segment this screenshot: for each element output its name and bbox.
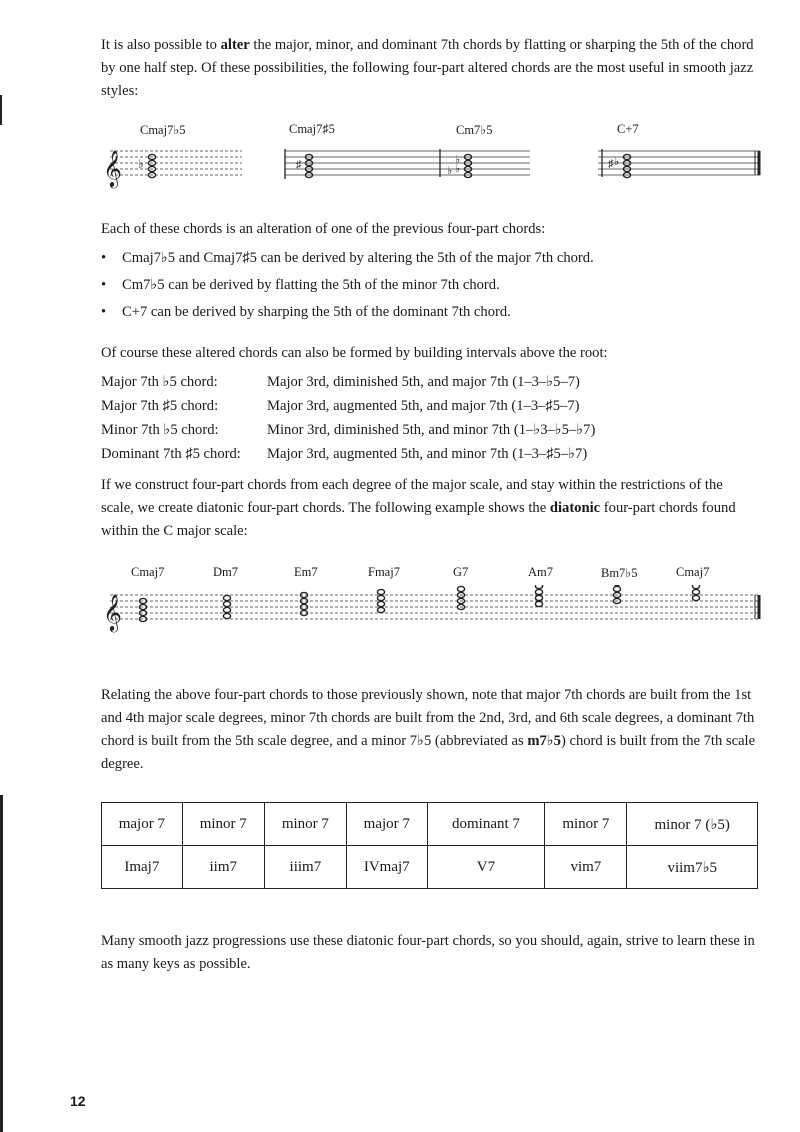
margin-mark: [0, 95, 2, 125]
interval-chord: Dominant 7th ♯5 chord:: [101, 446, 241, 462]
page-number: 12: [70, 1093, 86, 1109]
chord-notes: [464, 154, 471, 177]
list-item: • C+7 can be derived by sharping the 5th of the dominant 7th chord.: [101, 299, 741, 326]
altered-chord-label: C+7: [617, 122, 639, 136]
relating-bold: m7♭5: [527, 733, 561, 749]
chord-notes: [305, 154, 312, 177]
table-cell: iiim7: [264, 846, 346, 889]
derivation-list: [101, 245, 741, 326]
margin-mark: [0, 795, 3, 1132]
diatonic-text: If we construct four-part chords from each degree of the major scale, and stay within the restrictions of the scale, we create diatonic four-part chords. The following example shows the: [101, 477, 723, 516]
intro-bold: alter: [220, 37, 250, 53]
list-item: • Cmaj7♭5 and Cmaj7♯5 can be derived by altering the 5th of the major 7th chord.: [101, 245, 741, 272]
flat-icon: ♭: [447, 165, 453, 177]
relating-text: Relating the above four-part chords to those previously shown, note that major 7th chords are built from the 1st and 4th major scale degrees, minor 7th chords are built from the 2nd, 3rd, and 6th scale degrees, a dominant 7th chord is built from the 5th scale degree, and a minor 7♭5 (abbreviated as: [101, 687, 755, 749]
interval-definitions: [101, 370, 751, 466]
diatonic-chords-staff: [0, 585, 800, 635]
table-cell: minor 7 (♭5): [627, 803, 758, 846]
altered-chords-staff: [0, 143, 800, 193]
diatonic-text-rest: four-part chords found within the C major scale:: [101, 500, 736, 539]
interval-formula: Major 3rd, diminished 5th, and major 7th (1–3–♭5–7): [267, 374, 580, 390]
interval-formula: Minor 3rd, diminished 5th, and minor 7th (1–♭3–♭5–♭7): [267, 422, 596, 438]
sharp-icon: ♯: [608, 158, 614, 170]
sharp-icon: ♯: [296, 159, 302, 171]
flat-icon: ♭: [455, 163, 461, 175]
interval-chord: Major 7th ♯5 chord:: [101, 398, 219, 414]
diatonic-chord-label: Cmaj7: [676, 565, 710, 579]
table-cell: vim7: [545, 846, 627, 889]
table-cell: dominant 7: [427, 803, 545, 846]
table-cell: Imaj7: [102, 846, 183, 889]
table-row: [102, 846, 758, 889]
diatonic-notes: [139, 585, 699, 622]
table-cell: minor 7: [182, 803, 264, 846]
list-item: • Cm7♭5 can be derived by flatting the 5th of the minor 7th chord.: [101, 272, 741, 299]
altered-chord-label: Cmaj7♯5: [289, 122, 335, 136]
table-cell: iim7: [182, 846, 264, 889]
intro-paragraph: [101, 34, 756, 103]
diatonic-chord-label: Em7: [294, 565, 318, 579]
table-cell: minor 7: [264, 803, 346, 846]
intro-text: It is also possible to: [101, 37, 221, 53]
intervals-intro: Of course these altered chords can also be formed by building intervals above the root:: [101, 345, 608, 361]
relating-paragraph: [101, 684, 756, 776]
intro-text-rest: the major, minor, and dominant 7th chords by flatting or sharping the 5th of the chord by one half step. Of these possibilities, the following four-part altered chords are the most useful in smooth jazz styles:: [101, 37, 754, 99]
interval-chord: Minor 7th ♭5 chord:: [101, 422, 219, 438]
table-cell: V7: [427, 846, 545, 889]
staff-lines: [110, 151, 760, 175]
treble-clef-icon: 𝄞: [103, 593, 122, 631]
table-cell: major 7: [346, 803, 427, 846]
interval-row: [101, 394, 751, 418]
table-cell: major 7: [102, 803, 183, 846]
diatonic-chord-label: G7: [453, 565, 469, 579]
table-row: [102, 803, 758, 846]
interval-formula: Major 3rd, augmented 5th, and major 7th (1–3–♯5–7): [267, 398, 580, 414]
chord-notes: [148, 154, 155, 177]
flat-icon: ♭: [614, 156, 620, 168]
interval-row: [101, 442, 751, 466]
diatonic-chord-label: Fmaj7: [368, 565, 400, 579]
diatonic-bold: diatonic: [549, 500, 601, 516]
interval-row: [101, 370, 751, 394]
derivation-intro: Each of these chords is an alteration of one of the previous four-part chords:: [101, 221, 546, 237]
diatonic-chord-label: Bm7♭5: [601, 566, 638, 580]
diatonic-intro: [101, 474, 756, 543]
interval-chord: Major 7th ♭5 chord:: [101, 374, 218, 390]
flat-icon: ♭: [138, 157, 144, 171]
diatonic-chord-label: Am7: [528, 565, 553, 579]
treble-clef-icon: 𝄞: [103, 149, 122, 187]
staff-lines: [110, 595, 760, 619]
interval-row: [101, 418, 751, 442]
altered-chord-label: Cm7♭5: [456, 123, 493, 137]
table-cell: viim7♭5: [627, 846, 758, 889]
diatonic-table: [101, 802, 758, 889]
flat-icon: ♭: [455, 154, 461, 166]
relating-text-rest: ) chord is built from the 7th scale degree.: [101, 733, 756, 772]
interval-formula: Major 3rd, augmented 5th, and minor 7th (1–3–♯5–♭7): [267, 446, 588, 462]
table-cell: minor 7: [545, 803, 627, 846]
closing-paragraph: Many smooth jazz progressions use these diatonic four-part chords, so you should, again, strive to learn these in as many keys as possible.: [101, 933, 755, 972]
diatonic-chord-label: Dm7: [213, 565, 238, 579]
altered-chord-label: Cmaj7♭5: [140, 123, 186, 137]
table-cell: IVmaj7: [346, 846, 427, 889]
diatonic-chord-label: Cmaj7: [131, 565, 165, 579]
chord-notes: [623, 154, 630, 177]
